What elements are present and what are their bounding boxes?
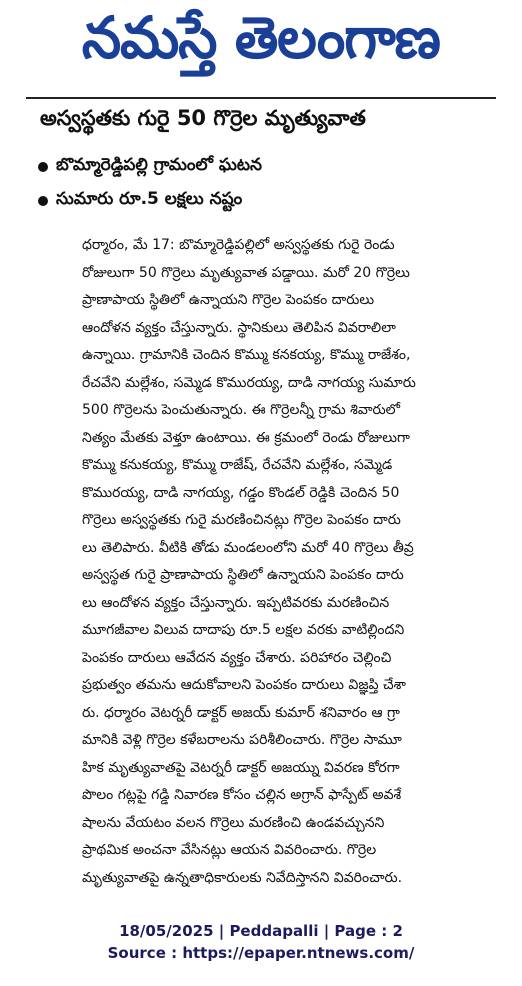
- article-body-line: కొమ్ము కనుకయ్య, కొమ్ము రాజేష్, రేచవేని మల్లేశం, సమ్మెడ: [82, 457, 393, 473]
- edition-info: 18/05/2025 | Peddapalli | Page : 2: [119, 922, 403, 940]
- article-body-line: రు. ధర్మారం వెటర్నరీ డాక్టర్ అజయ్ కుమార్ శనివారం ఆ గ్రా: [82, 704, 400, 721]
- newspaper-masthead: [40, 2, 482, 88]
- article-body-line: అస్వస్థత గురై ప్రాణాపాయ స్థితిలో ఉన్నాయని పెంపకం దారు: [82, 567, 404, 583]
- article-body-line: ఆందోళన వ్యక్తం చేస్తున్నారు. స్థానికులు తెలిపిన వివరాలిలా: [82, 319, 396, 336]
- bullet-icon: [38, 196, 48, 206]
- article-body-line: కొమురయ్య, దాడి నాగయ్య, గడ్డం కొండల్ రెడ్డికి చెందిన 50: [82, 484, 400, 501]
- article-body-line: హిక మృత్యువాతపై వెటర్నరీ డాక్టర్ అజయ్ను వివరణ కోరగా: [82, 759, 400, 776]
- article-body-line: గొర్రెలు అస్వస్థతకు గురై మరణించినట్లు గొర్రెల పెంపకం దారు: [82, 512, 401, 528]
- article-body-line: షాలను వేయటం వలన గొర్రెలు మరణించి ఉండవచ్చునని: [82, 814, 385, 831]
- article-body-line: లు తెలిపారు. వీటికి తోడు మండలంలోని మరో 40 గొర్రెలు తీవ్ర: [82, 539, 414, 556]
- article-body-line: మూగజీవాల విలువ దాదాపు రూ.5 లక్షల వరకు వాటిల్లిందని: [82, 622, 405, 638]
- article-body-line: ఉన్నాయి. గ్రామానికి చెందిన కొమ్ము కనకయ్య, కొమ్ము రాజేశం,: [82, 347, 411, 363]
- highlight-list: [38, 150, 498, 218]
- article-headline: అస్వస్థతకు గురై 50 గొర్రెల మృత్యువాత: [40, 106, 366, 130]
- source-link[interactable]: Source : https://epaper.ntnews.com/: [107, 944, 415, 962]
- article-body-line: ధర్మారం, మే 17: బొమ్మారెడ్డిపల్లిలో అస్వస్థతకు గురై రెండు: [82, 237, 395, 253]
- article-body-line: 500 గొర్రెలను పెంచుతున్నారు. ఈ గొర్రెలన్నీ గ్రామ శివారులో: [82, 402, 401, 418]
- masthead-title: నమస్తే తెలంగాణ: [82, 3, 440, 72]
- bullet-icon: [38, 162, 48, 172]
- article-body-line: మృత్యువాతపై ఉన్నతాధికారులకు నివేదిస్తానని వివరించారు.: [82, 869, 403, 886]
- article-body-line: రోజులుగా 50 గొర్రెలు మృత్యువాత పడ్డాయి. మరో 20 గొర్రెలు: [82, 264, 410, 281]
- article-body-line: రేచవేని మల్లేశం, సమ్మెడ కొమురయ్య, దాడి నాగయ్య సుమారు: [82, 374, 416, 391]
- article-body-line: నిత్యం మేతకు వెళ్తూ ఉంటాయి. ఈ క్రమంలో రెండు రోజులుగా: [82, 429, 410, 446]
- article-body-line: మానికి వెళ్లి గొర్రెల కళేబరాలను పరిశీలించారు. గొర్రెల సామూ: [82, 732, 402, 748]
- highlight-item: [38, 184, 498, 218]
- article-body-line: ప్రాణాపాయ స్థితిలో ఉన్నాయని గొర్రెల పెంపకం దారులు: [82, 292, 375, 308]
- clipping-footer: [0, 920, 522, 964]
- highlight-item: [38, 150, 498, 184]
- article-body-line: పొలం గట్లపై గడ్డి నివారణ కోసం చల్లిన అగ్రాన్ ఫాస్పేట్ అవశే: [82, 787, 402, 803]
- header-divider: [26, 97, 496, 99]
- highlight-text: సుమారు రూ.5 లక్షలు నష్టం: [56, 189, 243, 209]
- article-body-line: లు ఆందోళన వ్యక్తం చేస్తున్నారు. ఇప్పటివరకు మరణించిన: [82, 594, 390, 611]
- article-body-line: ప్రాథమిక అంచనా వేసినట్లు ఆయన వివరించారు. గొర్రెల: [82, 842, 377, 858]
- article-body-line: ప్రభుత్వం తమను ఆదుకోవాలని పెంపకం దారులు విజ్ఞప్తి చేశా: [82, 677, 407, 693]
- highlight-text: బొమ్మారెడ్డిపల్లి గ్రామంలో ఘటన: [56, 155, 262, 175]
- article-body: [82, 232, 478, 892]
- article-body-line: పెంపకం దారులు ఆవేదన వ్యక్తం చేశారు. పరిహారం చెల్లించి: [82, 649, 392, 666]
